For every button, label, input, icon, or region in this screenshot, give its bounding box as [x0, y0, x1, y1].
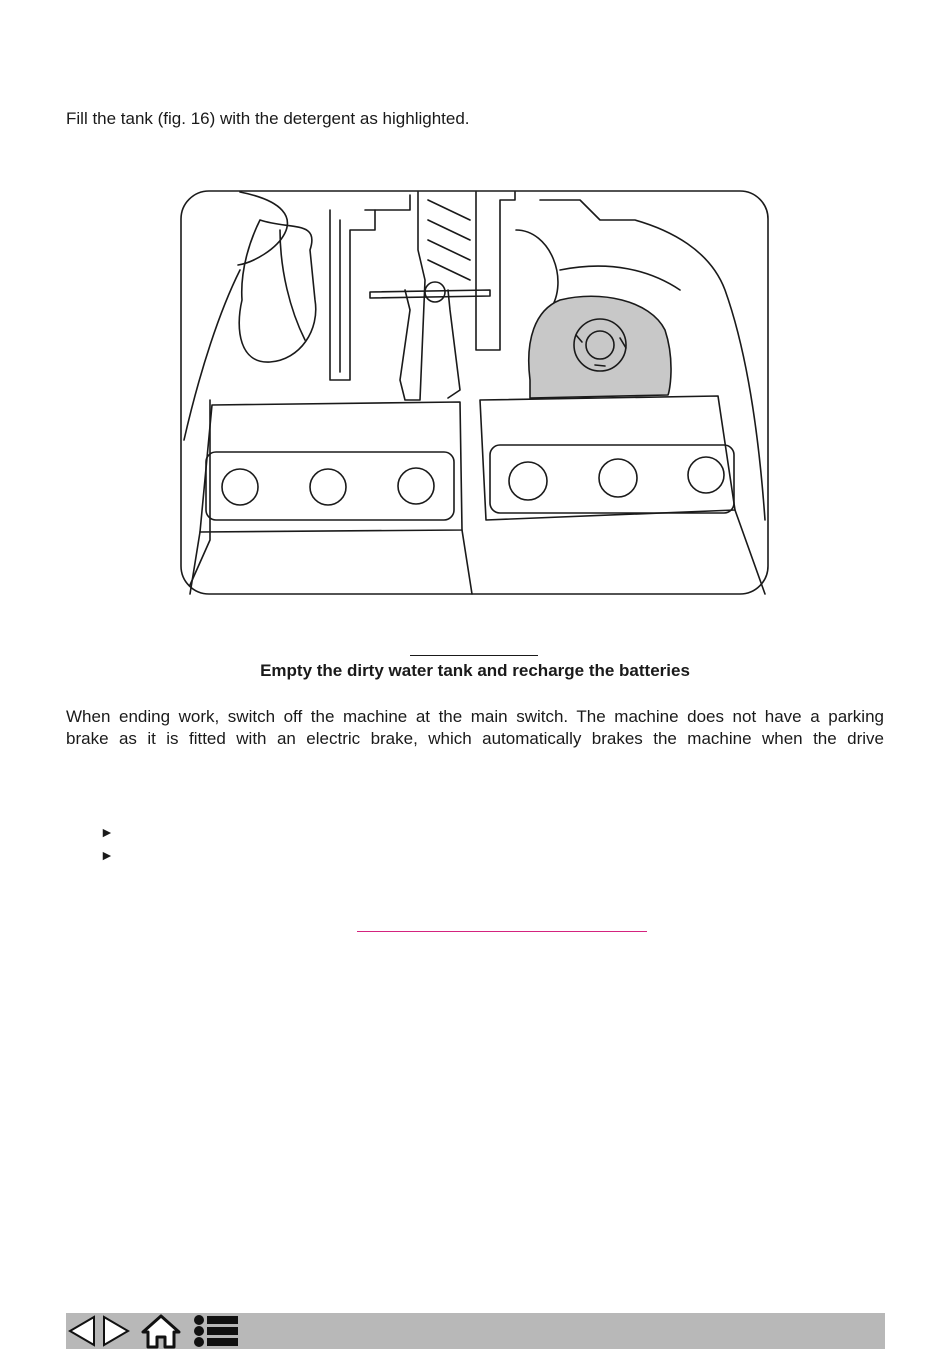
handle-knob	[425, 282, 445, 302]
hose-loop	[239, 220, 316, 362]
section-paragraph	[66, 706, 884, 750]
paragraph-line: When ending work, switch off the machine at the main switch. The machine does not have a parking	[66, 707, 884, 726]
hatched-shaft	[428, 200, 470, 280]
home-icon[interactable]	[140, 1313, 182, 1349]
battery-right-cell-2	[599, 459, 637, 497]
previous-page-icon[interactable]	[66, 1313, 98, 1349]
next-page-icon[interactable]	[100, 1313, 132, 1349]
battery-right	[480, 396, 735, 520]
section-heading: Empty the dirty water tank and recharge the batteries	[260, 661, 690, 680]
heading-rule	[410, 655, 538, 656]
table-of-contents-icon[interactable]	[192, 1313, 240, 1349]
battery-left	[200, 402, 462, 532]
hyperlink-underline[interactable]	[357, 931, 647, 932]
figure-16-detergent-tank	[180, 190, 770, 596]
battery-left-cell-1	[222, 469, 258, 505]
footer-nav-bar	[66, 1313, 885, 1349]
detergent-tank-highlight	[529, 296, 671, 398]
battery-right-cell-1	[509, 462, 547, 500]
crossbar	[370, 290, 490, 298]
bullet-marker: ►	[100, 824, 114, 840]
battery-right-panel	[490, 445, 734, 513]
bullet-marker: ►	[100, 847, 114, 863]
battery-left-cell-3	[398, 468, 434, 504]
battery-right-cell-3	[688, 457, 724, 493]
battery-left-panel	[206, 452, 454, 520]
battery-left-cell-2	[310, 469, 346, 505]
hose-left	[238, 192, 287, 265]
intro-text: Fill the tank (fig. 16) with the detergent as highlighted.	[66, 109, 470, 128]
paragraph-line: brake as it is fitted with an electric brake, which automatically brakes the machine when the drive	[66, 729, 884, 748]
